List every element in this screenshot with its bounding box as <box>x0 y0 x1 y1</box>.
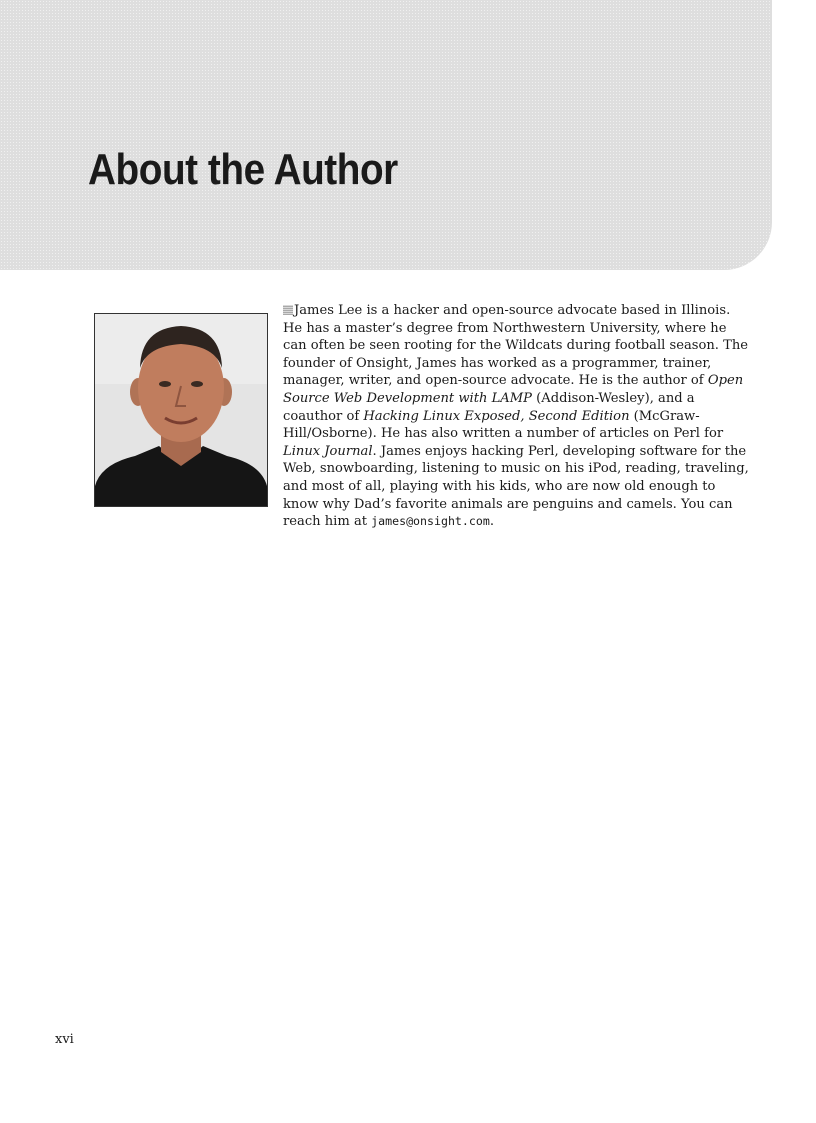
page-number: xvi <box>55 1032 74 1047</box>
paragraph-marker-icon <box>283 305 293 315</box>
author-bio <box>283 302 753 531</box>
bio-text: . <box>489 514 495 530</box>
chapter-header-band <box>0 0 772 270</box>
book-title: Open Source Web Development with LAMP <box>283 373 744 406</box>
bio-text: (Addison-Wesley), and a coauthor of <box>283 390 695 424</box>
bio-text: . James enjoys hacking Perl, developing software for the Web, snowboarding, listening to music on his iPod, reading, traveling, and most of all, playing with his kids, who are now old enough to know why Dad’s favorite animals are penguins and camels. You can reach him at <box>283 443 749 530</box>
book-title: Hacking Linux Exposed, Second Edition <box>363 408 630 424</box>
page-title: About the Author <box>88 145 398 194</box>
author-email: james@onsight.com <box>371 514 490 529</box>
bio-text: (McGraw-Hill/Osborne). He has also written a number of articles on Perl for <box>283 408 724 442</box>
author-photo <box>94 313 268 507</box>
bio-text: James Lee is a hacker and open-source advocate based in Illinois. He has a master’s degree from Northwestern University, where he can often be seen rooting for the Wildcats during football season. The founder of Onsight, James has worked as a programmer, trainer, manager, writer, and open-source advocate. He is the author of <box>283 303 749 389</box>
magazine-title: Linux Journal <box>283 443 373 459</box>
